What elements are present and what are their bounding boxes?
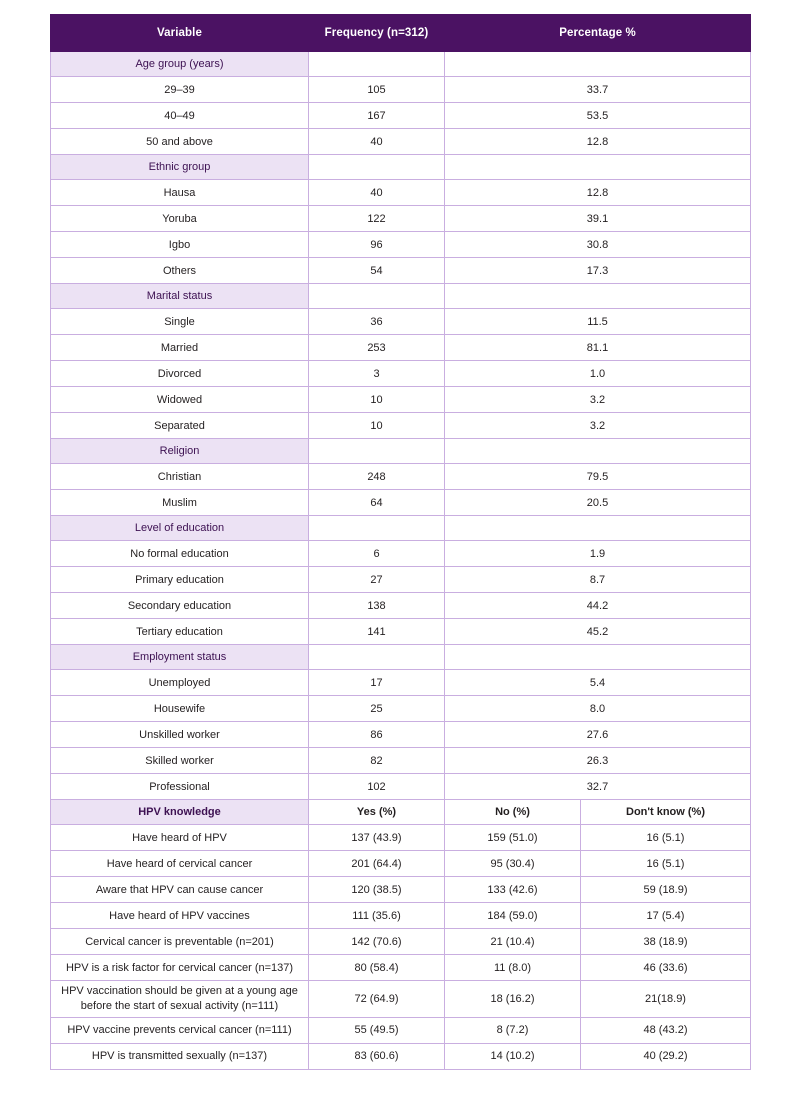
column-header-frequency: Frequency (n=312) — [309, 15, 445, 52]
knowledge-header-dontknow: Don't know (%) — [581, 800, 751, 825]
row-dontknow: 38 (18.9) — [581, 929, 751, 955]
row-label: No formal education — [51, 541, 309, 567]
knowledge-header-row — [51, 800, 751, 825]
section-header-row — [51, 52, 751, 77]
row-yes: 72 (64.9) — [309, 981, 445, 1018]
row-percentage: 30.8 — [445, 232, 751, 258]
table-row — [51, 748, 751, 774]
row-percentage: 79.5 — [445, 464, 751, 490]
row-percentage: 32.7 — [445, 774, 751, 800]
row-label: Aware that HPV can cause cancer — [51, 877, 309, 903]
row-no: 133 (42.6) — [445, 877, 581, 903]
row-yes: 83 (60.6) — [309, 1043, 445, 1069]
section-title: Level of education — [51, 516, 309, 541]
row-frequency: 40 — [309, 129, 445, 155]
row-label: Yoruba — [51, 206, 309, 232]
table-row — [51, 541, 751, 567]
section-spacer — [445, 645, 751, 670]
section-spacer — [445, 439, 751, 464]
table-row — [51, 955, 751, 981]
table-header-row — [51, 15, 751, 52]
table-row — [51, 490, 751, 516]
knowledge-header-no: No (%) — [445, 800, 581, 825]
table-row — [51, 696, 751, 722]
section-title: Religion — [51, 439, 309, 464]
row-label: Muslim — [51, 490, 309, 516]
section-spacer — [309, 284, 445, 309]
survey-results-table — [50, 14, 751, 1070]
row-yes: 111 (35.6) — [309, 903, 445, 929]
row-label: Separated — [51, 413, 309, 439]
section-header-row — [51, 645, 751, 670]
row-no: 11 (8.0) — [445, 955, 581, 981]
row-frequency: 25 — [309, 696, 445, 722]
table-row — [51, 232, 751, 258]
row-label: Professional — [51, 774, 309, 800]
row-percentage: 12.8 — [445, 129, 751, 155]
row-dontknow: 46 (33.6) — [581, 955, 751, 981]
table-row — [51, 309, 751, 335]
row-label: Unemployed — [51, 670, 309, 696]
section-title: Ethnic group — [51, 155, 309, 180]
row-percentage: 27.6 — [445, 722, 751, 748]
row-label: HPV is a risk factor for cervical cancer (n=137) — [51, 955, 309, 981]
row-dontknow: 17 (5.4) — [581, 903, 751, 929]
row-percentage: 8.7 — [445, 567, 751, 593]
table-row — [51, 903, 751, 929]
row-label: Widowed — [51, 387, 309, 413]
row-dontknow: 16 (5.1) — [581, 851, 751, 877]
table-row — [51, 206, 751, 232]
row-dontknow: 21(18.9) — [581, 981, 751, 1018]
row-frequency: 40 — [309, 180, 445, 206]
row-percentage: 33.7 — [445, 77, 751, 103]
row-label: Divorced — [51, 361, 309, 387]
row-frequency: 253 — [309, 335, 445, 361]
row-frequency: 27 — [309, 567, 445, 593]
row-frequency: 86 — [309, 722, 445, 748]
table-row — [51, 851, 751, 877]
row-label: HPV vaccine prevents cervical cancer (n=111) — [51, 1017, 309, 1043]
section-title: Age group (years) — [51, 52, 309, 77]
row-yes: 55 (49.5) — [309, 1017, 445, 1043]
row-yes: 120 (38.5) — [309, 877, 445, 903]
row-frequency: 248 — [309, 464, 445, 490]
row-percentage: 5.4 — [445, 670, 751, 696]
section-header-row — [51, 155, 751, 180]
row-frequency: 96 — [309, 232, 445, 258]
row-label: Have heard of HPV vaccines — [51, 903, 309, 929]
row-frequency: 3 — [309, 361, 445, 387]
row-dontknow: 16 (5.1) — [581, 825, 751, 851]
row-percentage: 39.1 — [445, 206, 751, 232]
row-percentage: 20.5 — [445, 490, 751, 516]
row-percentage: 3.2 — [445, 387, 751, 413]
row-yes: 80 (58.4) — [309, 955, 445, 981]
section-spacer — [309, 516, 445, 541]
row-label: Have heard of cervical cancer — [51, 851, 309, 877]
row-dontknow: 59 (18.9) — [581, 877, 751, 903]
table-row — [51, 877, 751, 903]
column-header-percentage: Percentage % — [445, 15, 751, 52]
row-frequency: 138 — [309, 593, 445, 619]
row-label: 50 and above — [51, 129, 309, 155]
row-no: 95 (30.4) — [445, 851, 581, 877]
row-percentage: 3.2 — [445, 413, 751, 439]
table-row — [51, 825, 751, 851]
row-percentage: 1.0 — [445, 361, 751, 387]
row-label: Housewife — [51, 696, 309, 722]
row-frequency: 10 — [309, 387, 445, 413]
row-dontknow: 40 (29.2) — [581, 1043, 751, 1069]
table-row — [51, 387, 751, 413]
row-yes: 142 (70.6) — [309, 929, 445, 955]
row-label: Unskilled worker — [51, 722, 309, 748]
row-frequency: 122 — [309, 206, 445, 232]
row-frequency: 102 — [309, 774, 445, 800]
row-percentage: 81.1 — [445, 335, 751, 361]
table-row — [51, 593, 751, 619]
row-label: Skilled worker — [51, 748, 309, 774]
row-frequency: 167 — [309, 103, 445, 129]
table-row — [51, 929, 751, 955]
table-row — [51, 670, 751, 696]
row-label: Single — [51, 309, 309, 335]
section-header-row — [51, 439, 751, 464]
row-frequency: 36 — [309, 309, 445, 335]
row-frequency: 6 — [309, 541, 445, 567]
row-dontknow: 48 (43.2) — [581, 1017, 751, 1043]
row-label: Christian — [51, 464, 309, 490]
row-label: Others — [51, 258, 309, 284]
row-percentage: 8.0 — [445, 696, 751, 722]
row-frequency: 10 — [309, 413, 445, 439]
row-label: Primary education — [51, 567, 309, 593]
row-no: 159 (51.0) — [445, 825, 581, 851]
section-header-row — [51, 284, 751, 309]
row-label: Secondary education — [51, 593, 309, 619]
row-label: Igbo — [51, 232, 309, 258]
section-spacer — [309, 155, 445, 180]
section-spacer — [445, 516, 751, 541]
section-header-row — [51, 516, 751, 541]
row-percentage: 17.3 — [445, 258, 751, 284]
table-row — [51, 1043, 751, 1069]
row-no: 14 (10.2) — [445, 1043, 581, 1069]
row-label: 29–39 — [51, 77, 309, 103]
knowledge-header-yes: Yes (%) — [309, 800, 445, 825]
table-row — [51, 567, 751, 593]
table-row — [51, 464, 751, 490]
row-label: HPV is transmitted sexually (n=137) — [51, 1043, 309, 1069]
table-row — [51, 103, 751, 129]
table-row — [51, 129, 751, 155]
section-spacer — [309, 52, 445, 77]
row-label: 40–49 — [51, 103, 309, 129]
table-row — [51, 335, 751, 361]
row-no: 184 (59.0) — [445, 903, 581, 929]
row-frequency: 82 — [309, 748, 445, 774]
table-row — [51, 981, 751, 1018]
row-frequency: 141 — [309, 619, 445, 645]
row-percentage: 44.2 — [445, 593, 751, 619]
section-spacer — [445, 284, 751, 309]
row-label: Have heard of HPV — [51, 825, 309, 851]
row-yes: 201 (64.4) — [309, 851, 445, 877]
row-percentage: 45.2 — [445, 619, 751, 645]
row-percentage: 12.8 — [445, 180, 751, 206]
row-frequency: 17 — [309, 670, 445, 696]
table-row — [51, 774, 751, 800]
table-row — [51, 722, 751, 748]
table-row — [51, 258, 751, 284]
table-row — [51, 361, 751, 387]
row-frequency: 105 — [309, 77, 445, 103]
section-spacer — [309, 439, 445, 464]
row-percentage: 26.3 — [445, 748, 751, 774]
section-title: Employment status — [51, 645, 309, 670]
row-label: Cervical cancer is preventable (n=201) — [51, 929, 309, 955]
row-label: Hausa — [51, 180, 309, 206]
row-yes: 137 (43.9) — [309, 825, 445, 851]
row-percentage: 11.5 — [445, 309, 751, 335]
column-header-variable: Variable — [51, 15, 309, 52]
row-percentage: 53.5 — [445, 103, 751, 129]
knowledge-section-title: HPV knowledge — [51, 800, 309, 825]
section-title: Marital status — [51, 284, 309, 309]
table-body — [51, 15, 751, 1070]
row-frequency: 54 — [309, 258, 445, 284]
row-label: HPV vaccination should be given at a young age before the start of sexual activity (n=111) — [51, 981, 309, 1018]
table-row — [51, 77, 751, 103]
row-frequency: 64 — [309, 490, 445, 516]
row-no: 8 (7.2) — [445, 1017, 581, 1043]
row-no: 18 (16.2) — [445, 981, 581, 1018]
table-row — [51, 413, 751, 439]
section-spacer — [309, 645, 445, 670]
table-row — [51, 180, 751, 206]
section-spacer — [445, 52, 751, 77]
row-percentage: 1.9 — [445, 541, 751, 567]
row-no: 21 (10.4) — [445, 929, 581, 955]
row-label: Tertiary education — [51, 619, 309, 645]
section-spacer — [445, 155, 751, 180]
table-row — [51, 619, 751, 645]
row-label: Married — [51, 335, 309, 361]
table-row — [51, 1017, 751, 1043]
